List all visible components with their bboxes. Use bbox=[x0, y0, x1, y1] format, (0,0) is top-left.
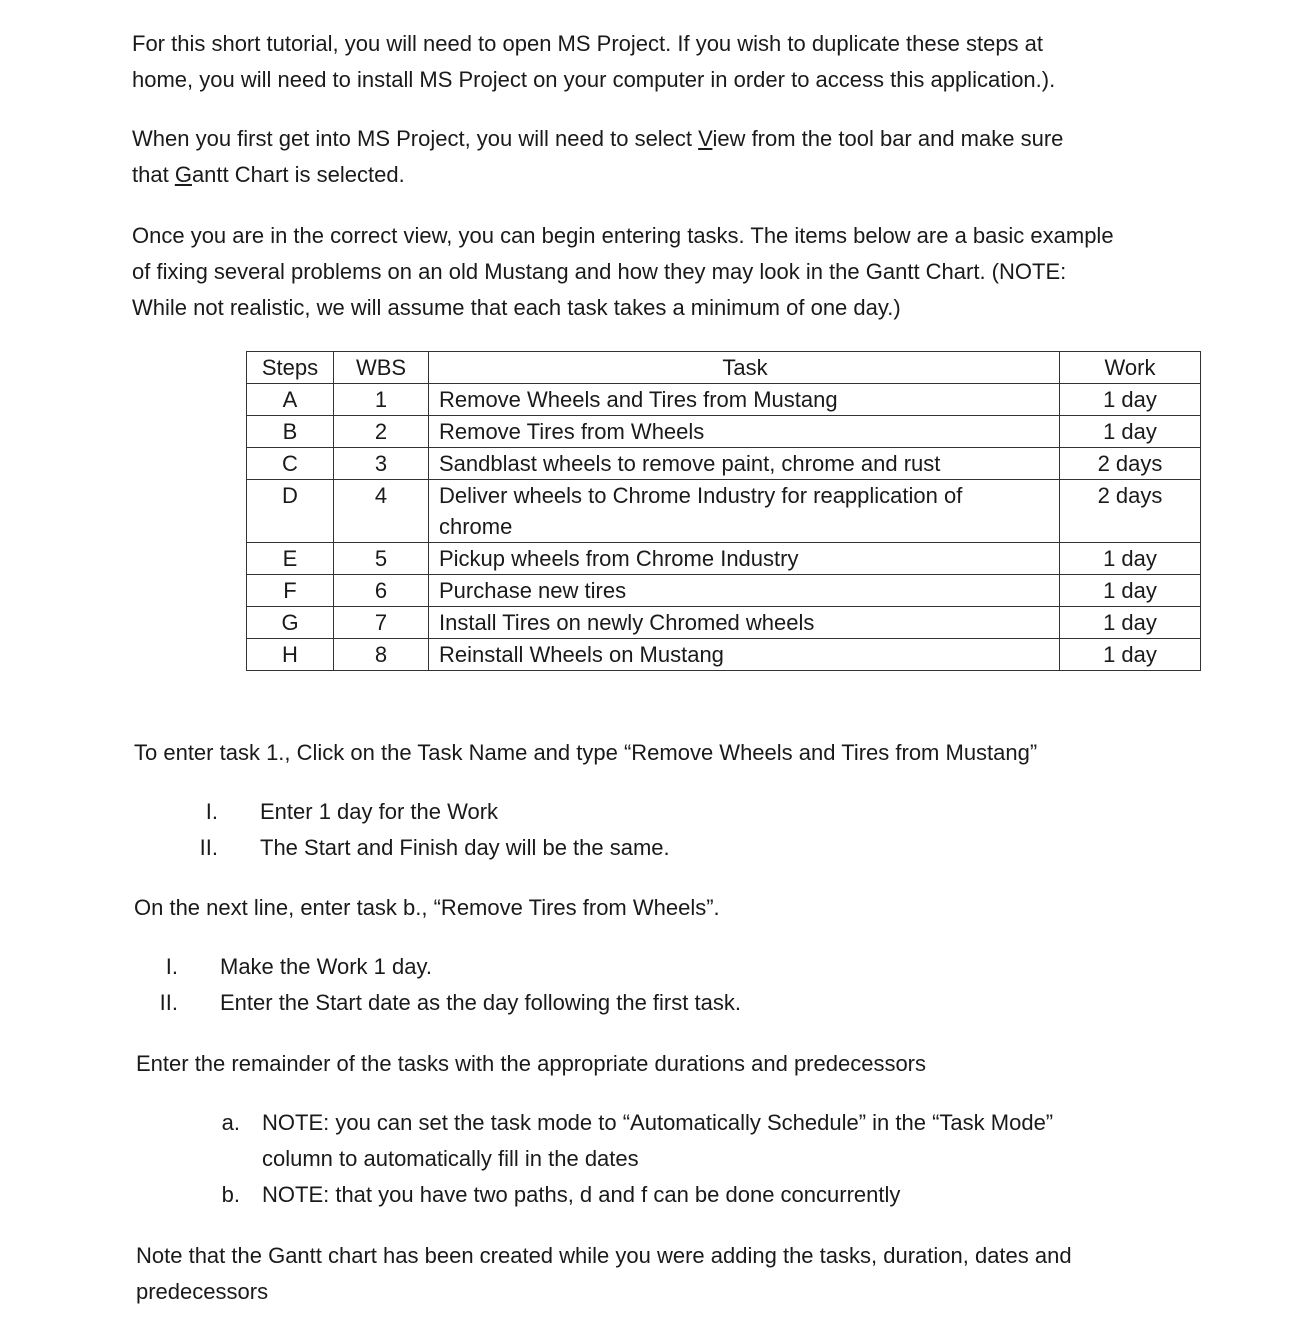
tasks-intro-line-3: While not realistic, we will assume that each task takes a minimum of one day.) bbox=[132, 295, 901, 320]
list-marker: b. bbox=[221, 1182, 240, 1207]
list-item-text: The Start and Finish day will be the same. bbox=[260, 835, 670, 860]
task2-steps-list bbox=[159, 949, 741, 1021]
tasks-intro-paragraph bbox=[132, 218, 1192, 326]
cell-work: 1 day bbox=[1060, 639, 1201, 671]
view-instructions-text-a: When you first get into MS Project, you will need to select bbox=[132, 126, 699, 151]
table-row bbox=[247, 480, 1201, 543]
cell-wbs: 4 bbox=[334, 480, 429, 543]
cell-step: G bbox=[247, 607, 334, 639]
cell-task: Install Tires on newly Chromed wheels bbox=[429, 607, 1060, 639]
cell-task: Purchase new tires bbox=[429, 575, 1060, 607]
cell-step: A bbox=[247, 384, 334, 416]
closing-line-1: Note that the Gantt chart has been created while you were adding the tasks, duration, dates and bbox=[136, 1243, 1072, 1268]
closing-line-2: predecessors bbox=[136, 1279, 269, 1304]
cell-wbs: 2 bbox=[334, 416, 429, 448]
cell-wbs: 6 bbox=[334, 575, 429, 607]
cell-work: 1 day bbox=[1060, 384, 1201, 416]
cell-task bbox=[429, 480, 1060, 543]
list-marker: I. bbox=[205, 799, 218, 824]
cell-wbs: 5 bbox=[334, 543, 429, 575]
list-item-text-line-2: column to automatically fill in the dates bbox=[262, 1146, 639, 1171]
list-item bbox=[159, 985, 741, 1021]
list-item bbox=[199, 830, 670, 866]
remainder-paragraph: Enter the remainder of the tasks with the appropriate durations and predecessors bbox=[136, 1051, 927, 1076]
table-row bbox=[247, 543, 1201, 575]
cell-step: B bbox=[247, 416, 334, 448]
closing-paragraph bbox=[136, 1238, 1196, 1310]
view-instructions-line-2 bbox=[132, 157, 1192, 193]
cell-task: Reinstall Wheels on Mustang bbox=[429, 639, 1060, 671]
list-marker: a. bbox=[221, 1110, 240, 1135]
list-item bbox=[205, 794, 670, 830]
table-row bbox=[247, 607, 1201, 639]
view-menu-hotkey: V bbox=[698, 126, 713, 151]
cell-work: 1 day bbox=[1060, 607, 1201, 639]
table-row bbox=[247, 639, 1201, 671]
list-item bbox=[165, 949, 741, 985]
cell-task: Remove Tires from Wheels bbox=[429, 416, 1060, 448]
list-item-text: Enter the Start date as the day following the first task. bbox=[220, 990, 741, 1015]
cell-wbs: 3 bbox=[334, 448, 429, 480]
task1-paragraph: To enter task 1., Click on the Task Name and type “Remove Wheels and Tires from Mustang” bbox=[134, 740, 1038, 765]
tasks-intro-line-2: of fixing several problems on an old Mustang and how they may look in the Gantt Chart. (NOTE: bbox=[132, 259, 1067, 284]
list-item-text-line-1: NOTE: you can set the task mode to “Automatically Schedule” in the “Task Mode” bbox=[262, 1110, 1054, 1135]
cell-wbs: 1 bbox=[334, 384, 429, 416]
intro-paragraph bbox=[132, 26, 1192, 98]
cell-task: Sandblast wheels to remove paint, chrome and rust bbox=[429, 448, 1060, 480]
list-item bbox=[221, 1177, 1053, 1213]
list-item-text: Enter 1 day for the Work bbox=[260, 799, 499, 824]
cell-work: 1 day bbox=[1060, 416, 1201, 448]
table-header-row bbox=[247, 352, 1201, 384]
gantt-chart-hotkey: G bbox=[174, 162, 192, 187]
list-item-text: Make the Work 1 day. bbox=[220, 954, 432, 979]
list-item bbox=[221, 1105, 1054, 1177]
cell-work: 1 day bbox=[1060, 575, 1201, 607]
cell-task-line-2: chrome bbox=[439, 514, 513, 539]
view-instructions-text-c: that bbox=[132, 162, 175, 187]
gantt-chart-label-rest: antt Chart is selected. bbox=[191, 162, 405, 187]
list-item-text-line-1: NOTE: that you have two paths, d and f can be done concurrently bbox=[262, 1182, 901, 1207]
intro-line-1: For this short tutorial, you will need to open MS Project. If you wish to duplicate these steps at bbox=[132, 31, 1044, 56]
list-marker: II. bbox=[199, 835, 218, 860]
table-row bbox=[247, 448, 1201, 480]
cell-step: D bbox=[247, 480, 334, 543]
header-task: Task bbox=[429, 352, 1060, 384]
header-work: Work bbox=[1060, 352, 1201, 384]
view-instructions-paragraph bbox=[132, 121, 1192, 193]
cell-task-line-1: Deliver wheels to Chrome Industry for reapplication of bbox=[439, 483, 963, 508]
table-row bbox=[247, 384, 1201, 416]
task1-steps-list bbox=[199, 794, 670, 866]
cell-work: 2 days bbox=[1060, 448, 1201, 480]
view-menu-label-rest: iew bbox=[712, 126, 746, 151]
remainder-notes-list bbox=[221, 1105, 1054, 1213]
view-instructions-line-1 bbox=[132, 121, 1192, 157]
cell-wbs: 7 bbox=[334, 607, 429, 639]
list-marker: I. bbox=[165, 954, 178, 979]
table-row bbox=[247, 575, 1201, 607]
cell-work: 1 day bbox=[1060, 543, 1201, 575]
header-steps: Steps bbox=[247, 352, 334, 384]
cell-step: E bbox=[247, 543, 334, 575]
list-marker: II. bbox=[159, 990, 178, 1015]
cell-work: 2 days bbox=[1060, 480, 1201, 543]
cell-step: F bbox=[247, 575, 334, 607]
tasks-table bbox=[246, 351, 1201, 671]
task2-paragraph: On the next line, enter task b., “Remove Tires from Wheels”. bbox=[134, 895, 720, 920]
header-wbs: WBS bbox=[334, 352, 429, 384]
tasks-intro-line-1: Once you are in the correct view, you can begin entering tasks. The items below are a basic example bbox=[132, 223, 1114, 248]
view-instructions-text-b: from the tool bar and make sure bbox=[745, 126, 1064, 151]
cell-step: H bbox=[247, 639, 334, 671]
cell-task: Remove Wheels and Tires from Mustang bbox=[429, 384, 1060, 416]
table-row bbox=[247, 416, 1201, 448]
intro-line-2: home, you will need to install MS Project on your computer in order to access this application.). bbox=[132, 67, 1056, 92]
cell-wbs: 8 bbox=[334, 639, 429, 671]
cell-step: C bbox=[247, 448, 334, 480]
cell-task: Pickup wheels from Chrome Industry bbox=[429, 543, 1060, 575]
